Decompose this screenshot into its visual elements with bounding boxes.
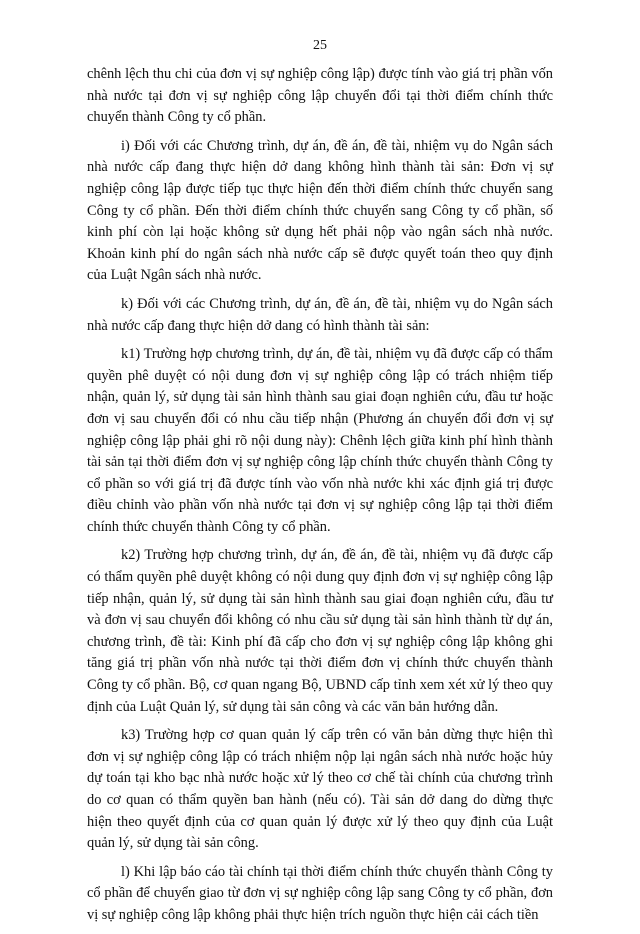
document-body — [87, 64, 553, 934]
paragraph-k3: k3) Trường hợp cơ quan quản lý cấp trên có văn bản dừng thực hiện thì đơn vị sự nghiệp công lập có trách nhiệm nộp lại ngân sách nhà nước hoặc hủy dự toán tại kho bạc nhà nước hoặc xử lý theo cơ chế tài chính của chương trình do cơ quan có thẩm quyền ban hành (nếu có). Tài sản dở dang do dừng thực hiện theo quyết định của cơ quan quản lý được xử lý theo quy định của Luật quản lý, sử dụng tài sản công. — [87, 727, 553, 852]
page-number: 25 — [313, 38, 327, 53]
paragraph-i: i) Đối với các Chương trình, dự án, đề án, đề tài, nhiệm vụ do Ngân sách nhà nước cấp đang thực hiện dở dang không hình thành tài sản: Đơn vị sự nghiệp công lập được tiếp tục thực hiện đến thời điểm chính thức chuyển sang Công ty cổ phần. Đến thời điểm chính thức chuyển sang Công ty cổ phần, số kinh phí còn lại hoặc không sử dụng hết phải nộp vào ngân sách nhà nước. Khoản kinh phí do ngân sách nhà nước cấp sẽ được quyết toán theo quy định của Luật Ngân sách nhà nước. — [87, 137, 553, 284]
paragraph-k: k) Đối với các Chương trình, dự án, đề án, đề tài, nhiệm vụ do Ngân sách nhà nước cấp đang thực hiện dở dang có hình thành tài sản: — [87, 295, 553, 334]
paragraph-l: l) Khi lập báo cáo tài chính tại thời điểm chính thức chuyển thành Công ty cổ phần để chuyển giao từ đơn vị sự nghiệp công lập sang Công ty cổ phần, đơn vị sự nghiệp công lập không phải thực hiện trích nguồn thực hiện cải cách tiền — [87, 863, 553, 923]
paragraph-continuation: chênh lệch thu chi của đơn vị sự nghiệp công lập) được tính vào giá trị phần vốn nhà nước tại đơn vị sự nghiệp công lập chuyển đổi tại thời điểm chính thức chuyển thành Công ty cổ phần. — [87, 66, 553, 126]
paragraph-k1: k1) Trường hợp chương trình, dự án, đề tài, nhiệm vụ đã được cấp có thẩm quyền phê duyệt có nội dung đơn vị sự nghiệp công lập có trách nhiệm tiếp nhận, quản lý, sử dụng tài sản hình thành sau giai đoạn nghiên cứu, đầu tư hoặc đơn vị sau chuyển đổi có nhu cầu tiếp nhận (Phương án chuyển đổi đơn vị sự nghiệp công lập phải ghi rõ nội dung này): Chênh lệch giữa kinh phí hình thành tài sản tại thời điểm đơn vị sự nghiệp công lập chính thức chuyển thành Công ty cổ phần so với giá trị đã được tính vào vốn nhà nước khi xác định giá trị được điều chỉnh vào phần vốn nhà nước tại đơn vị sự nghiệp công lập tại thời điểm chính thức chuyển thành Công ty cổ phần. — [87, 346, 553, 535]
paragraph-k2: k2) Trường hợp chương trình, dự án, đề án, đề tài, nhiệm vụ đã được cấp có thẩm quyền phê duyệt không có nội dung quy định đơn vị sự nghiệp công lập tiếp nhận, quản lý, sử dụng tài sản hình thành sau giai đoạn nghiên cứu, đầu tư và đơn vị sau chuyển đổi không có nhu cầu sử dụng tài sản hình thành từ dự án, chương trình, đề tài: Kinh phí đã cấp cho đơn vị sự nghiệp công lập không ghi tăng giá trị phần vốn nhà nước tại thời điểm đơn vị chính thức chuyển thành Công ty cổ phần. Bộ, cơ quan ngang Bộ, UBND cấp tỉnh xem xét xử lý theo quy định của Luật Quản lý, sử dụng tài sản công và các văn bản hướng dẫn. — [87, 547, 553, 715]
